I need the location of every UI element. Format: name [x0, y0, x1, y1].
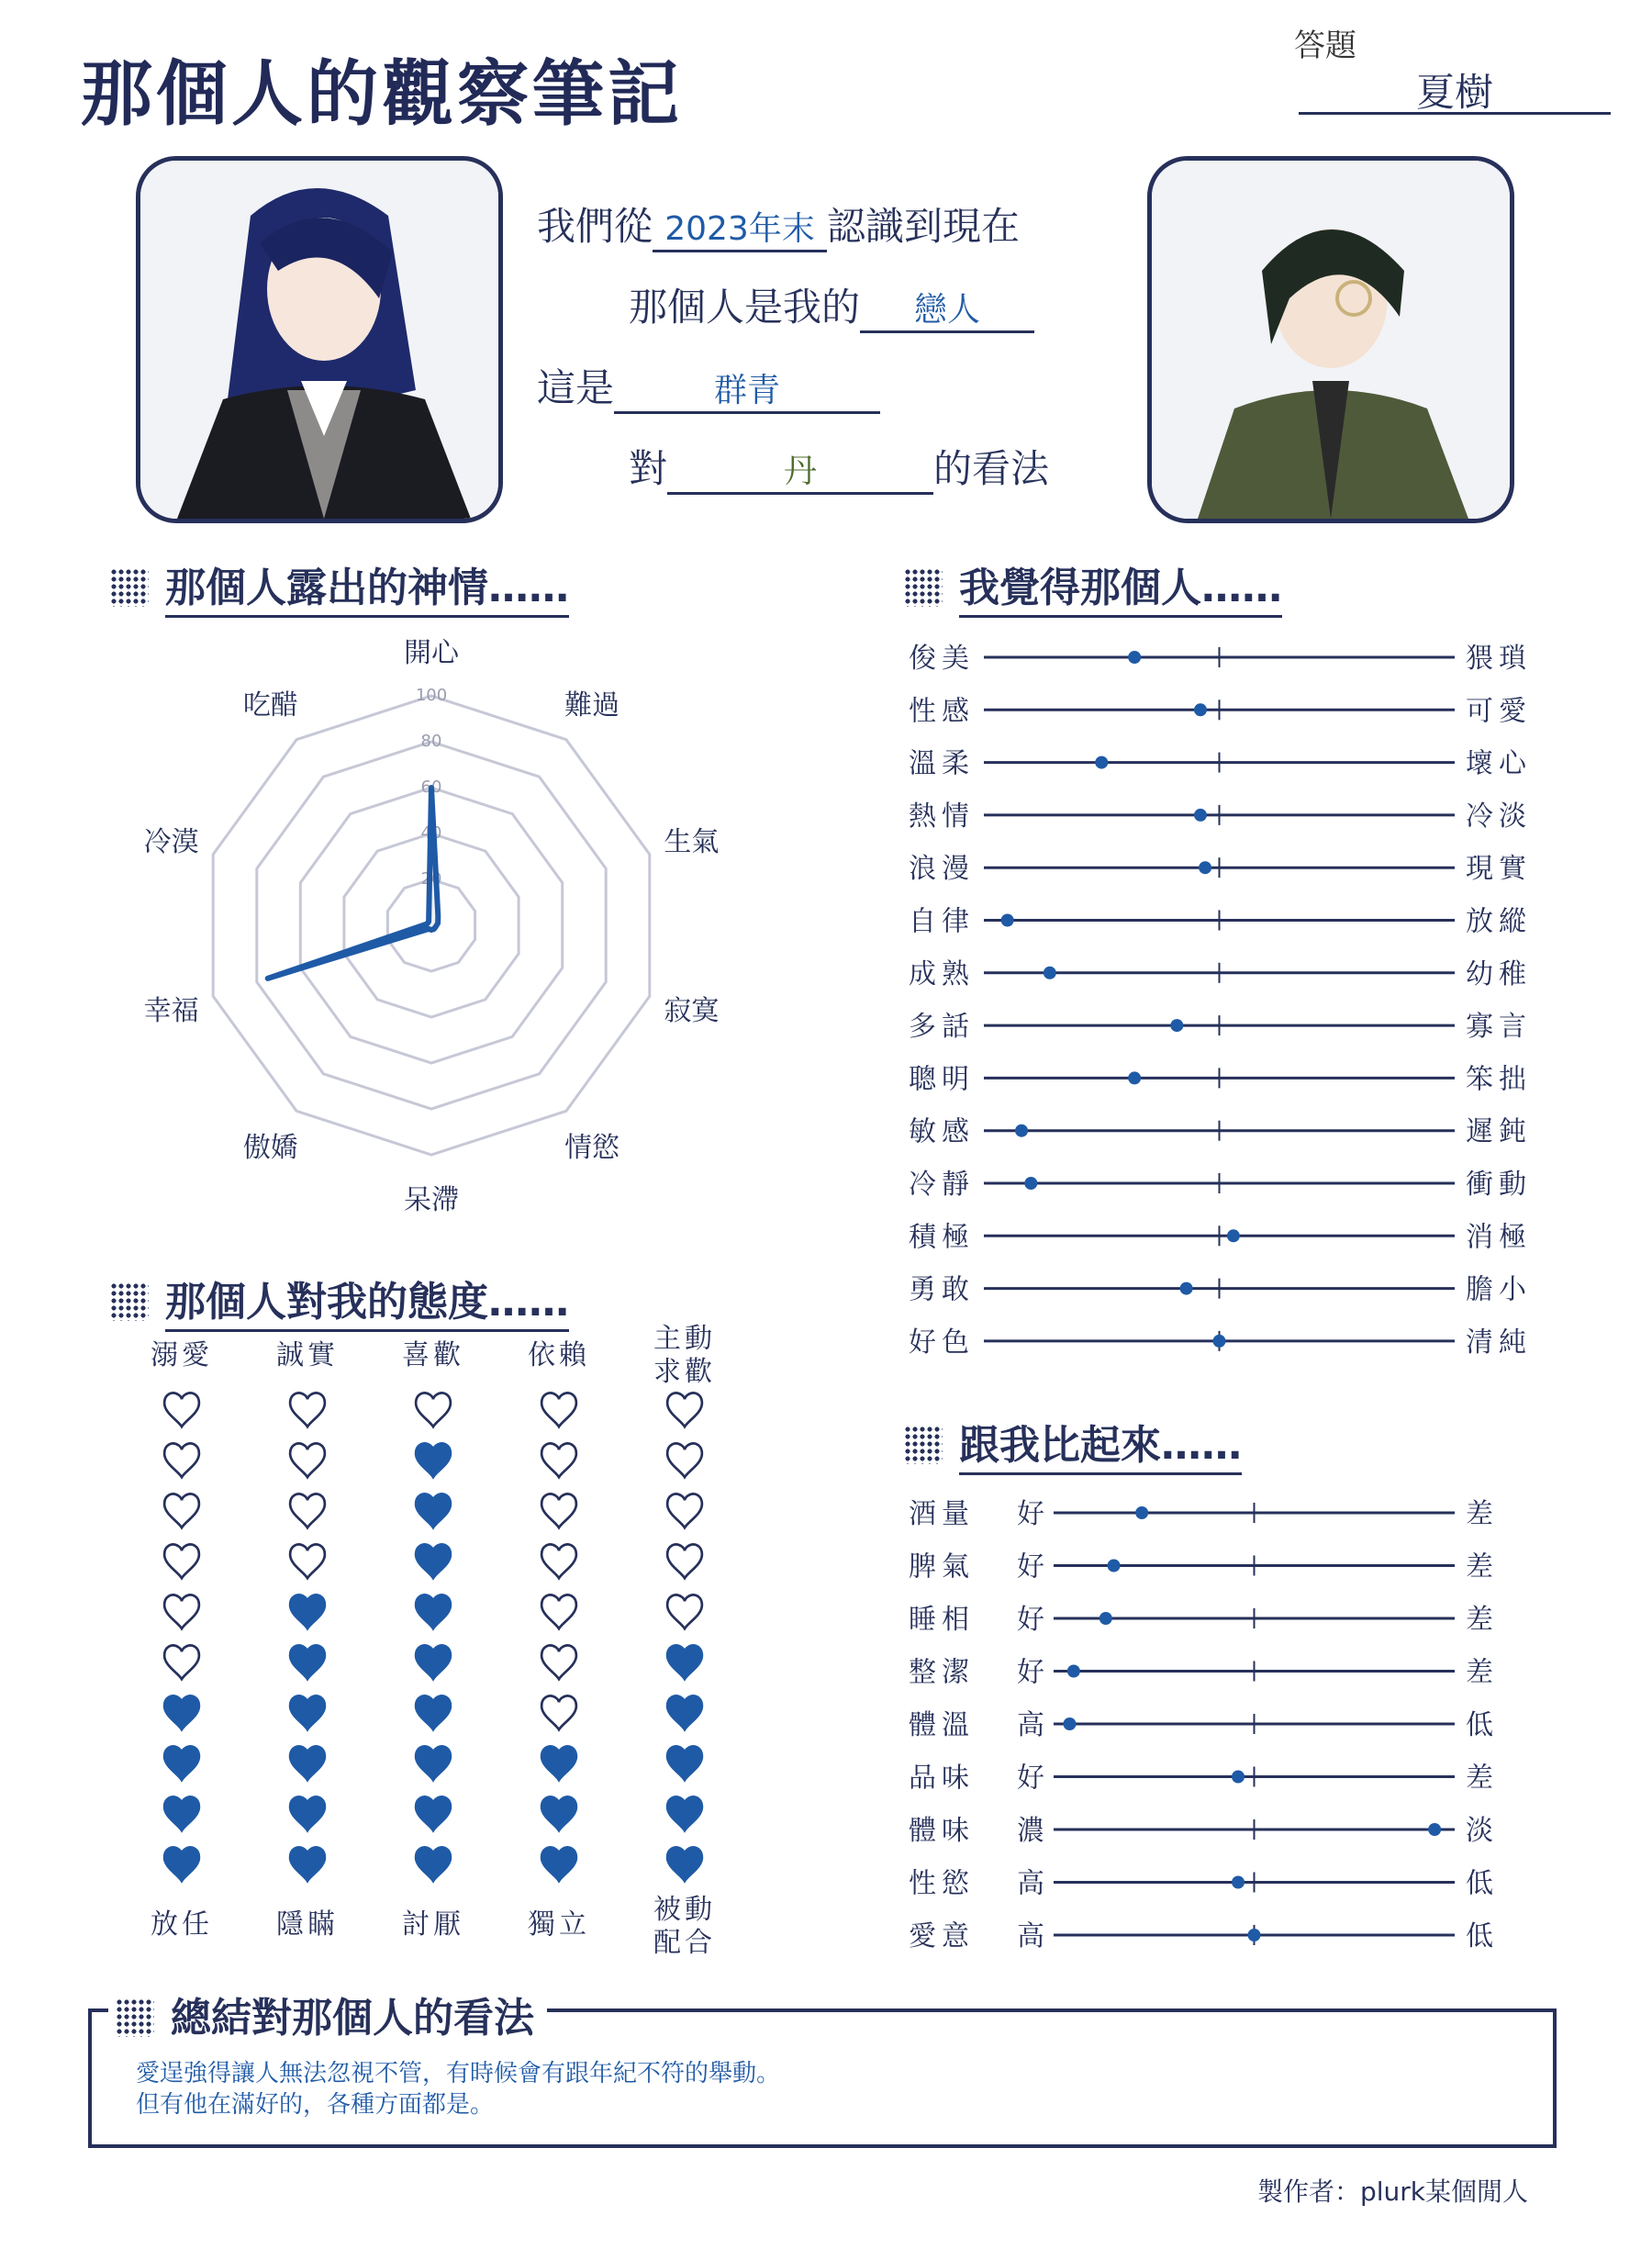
radar-tick-label: 100 [415, 686, 448, 705]
slider-scale-left: 濃 [1017, 1815, 1044, 1847]
slider-right-label: 現實 [1465, 853, 1532, 886]
slider-marker [1199, 861, 1211, 874]
slider-left-label: 敏感 [909, 1115, 975, 1148]
slider-right-label: 淡 [1466, 1815, 1499, 1847]
slider-marker [1232, 1876, 1245, 1889]
heart-filled-icon [541, 1847, 576, 1881]
heart-filled-icon [290, 1847, 325, 1881]
heart-filled-icon [667, 1645, 702, 1679]
radar-axis-label: 冷漠 [143, 825, 199, 858]
slider-left-label: 睡相 [909, 1604, 975, 1636]
intro-line4-suffix: 的看法 [933, 446, 1050, 491]
slider-right-label: 遲鈍 [1465, 1115, 1532, 1148]
slider-left-label: 性感 [909, 695, 975, 728]
radar-tick-label: 40 [420, 823, 442, 843]
heart-filled-icon [667, 1746, 702, 1780]
heart-filled-icon [416, 1695, 451, 1729]
intro-line4-value: 丹 [667, 445, 933, 495]
compare-sliders [909, 1489, 1569, 1966]
slider-left-label: 體味 [909, 1815, 975, 1847]
intro-line-4 [629, 439, 1049, 495]
slider-marker [1095, 756, 1108, 769]
intro-line3-prefix: 這是 [537, 365, 615, 410]
slider-left-label: 脾氣 [909, 1550, 975, 1583]
slider-scale-left: 好 [1017, 1604, 1044, 1636]
dots-icon [116, 1998, 154, 2037]
heart-outline-icon [164, 1544, 199, 1578]
intro-line-1 [537, 196, 1020, 252]
compare-chart [909, 1489, 1569, 1983]
slider-marker [1428, 1823, 1441, 1836]
slider-scale-left: 高 [1017, 1920, 1044, 1952]
heart-filled-icon [667, 1796, 702, 1830]
slider-left-label: 性慾 [909, 1867, 975, 1900]
attitude-bottom-label: 討厭 [402, 1908, 464, 1941]
radar-tick-label: 60 [420, 778, 442, 797]
heart-outline-icon [541, 1594, 576, 1628]
radar-tick-label: 80 [420, 732, 442, 751]
heart-filled-icon [667, 1695, 702, 1729]
slider-marker [1180, 1282, 1193, 1295]
attitude-hearts [128, 1320, 734, 1963]
heart-filled-icon [416, 1796, 451, 1830]
heart-outline-icon [164, 1645, 199, 1679]
heart-filled-icon [290, 1746, 325, 1780]
heart-outline-icon [416, 1393, 451, 1427]
slider-right-label: 放縱 [1465, 905, 1532, 938]
heart-filled-icon [164, 1847, 199, 1881]
attitude-heading [110, 1269, 569, 1327]
dots-icon [904, 1426, 943, 1464]
radar-axis-label: 情慾 [564, 1132, 620, 1165]
heart-outline-icon [290, 1544, 325, 1578]
slider-marker [1024, 1177, 1037, 1190]
summary-heading [108, 1985, 547, 2043]
slider-scale-left: 高 [1017, 1709, 1044, 1741]
slider-marker [1044, 967, 1056, 979]
heart-outline-icon [667, 1494, 702, 1527]
attitude-top-label: 求歡 [653, 1356, 716, 1388]
slider-right-label: 壞心 [1465, 747, 1532, 780]
slider-right-label: 衝動 [1465, 1168, 1532, 1201]
heart-outline-icon [290, 1443, 325, 1477]
attitude-heading-text: 那個人對我的態度…… [165, 1279, 569, 1332]
heart-filled-icon [164, 1746, 199, 1780]
slider-left-label: 冷靜 [909, 1168, 975, 1201]
slider-marker [1001, 913, 1014, 926]
answerer-underline [1299, 112, 1611, 115]
heart-outline-icon [667, 1544, 702, 1578]
heart-filled-icon [416, 1544, 451, 1578]
heart-outline-icon [667, 1393, 702, 1427]
dots-icon [110, 1282, 149, 1321]
summary-line-2: 但有他在滿好的，各種方面都是。 [136, 2091, 495, 2119]
slider-right-label: 差 [1466, 1656, 1499, 1689]
summary-text [136, 2058, 780, 2120]
radar-tick-label: 20 [420, 869, 442, 889]
radar-axis-label: 難過 [564, 688, 620, 722]
radar-axis-label: 吃醋 [242, 688, 298, 722]
intro-line1-prefix: 我們從 [537, 204, 653, 249]
heart-filled-icon [667, 1847, 702, 1881]
attitude-bottom-label: 被動 [653, 1894, 716, 1926]
slider-left-label: 體溫 [909, 1709, 975, 1741]
heart-outline-icon [290, 1494, 325, 1527]
heart-filled-icon [416, 1746, 451, 1780]
traits-chart [909, 633, 1569, 1388]
slider-marker [1194, 703, 1207, 716]
attitude-top-label: 依賴 [528, 1339, 590, 1371]
slider-right-label: 低 [1466, 1920, 1499, 1952]
portrait-left-illustration [140, 161, 498, 519]
heart-outline-icon [541, 1393, 576, 1427]
summary-heading-text: 總結對那個人的看法 [171, 1995, 534, 2042]
intro-line-2 [629, 277, 1034, 333]
heart-outline-icon [541, 1494, 576, 1527]
slider-left-label: 勇敢 [909, 1273, 975, 1306]
heart-outline-icon [164, 1393, 199, 1427]
slider-scale-left: 好 [1017, 1550, 1044, 1583]
radar-axis-label: 幸福 [143, 995, 199, 1028]
slider-scale-left: 好 [1017, 1762, 1044, 1795]
attitude-bottom-label: 隱瞞 [276, 1908, 339, 1941]
expressions-heading [110, 554, 569, 613]
compare-heading-text: 跟我比起來…… [959, 1422, 1242, 1475]
heart-outline-icon [541, 1443, 576, 1477]
slider-right-label: 消極 [1465, 1221, 1532, 1254]
slider-marker [1135, 1506, 1148, 1519]
slider-right-label: 猥瑣 [1465, 642, 1532, 675]
slider-marker [1128, 651, 1141, 664]
slider-marker [1067, 1665, 1080, 1678]
slider-left-label: 成熟 [909, 957, 975, 990]
slider-marker [1227, 1229, 1240, 1242]
slider-scale-left: 好 [1017, 1498, 1044, 1530]
heart-filled-icon [290, 1645, 325, 1679]
heart-filled-icon [164, 1796, 199, 1830]
traits-sliders [909, 633, 1569, 1368]
slider-right-label: 低 [1466, 1867, 1499, 1900]
intro-line1-value: 2023年末 [653, 203, 827, 252]
radar-axis-label: 呆滯 [404, 1184, 459, 1216]
heart-filled-icon [290, 1594, 325, 1628]
slider-marker [1063, 1718, 1076, 1730]
slider-scale-left: 好 [1017, 1656, 1044, 1689]
slider-marker [1108, 1560, 1121, 1572]
radar-axis-label: 開心 [404, 637, 459, 669]
slider-marker [1015, 1124, 1028, 1137]
traits-heading-text: 我覺得那個人…… [959, 565, 1282, 618]
heart-outline-icon [541, 1695, 576, 1729]
heart-outline-icon [541, 1544, 576, 1578]
slider-right-label: 差 [1466, 1550, 1499, 1583]
heart-filled-icon [541, 1796, 576, 1830]
heart-outline-icon [667, 1594, 702, 1628]
slider-left-label: 自律 [909, 905, 975, 938]
intro-line-3 [537, 358, 880, 414]
intro-line4-prefix: 對 [629, 446, 668, 491]
slider-left-label: 整潔 [909, 1656, 975, 1689]
slider-marker [1170, 1019, 1183, 1032]
heart-filled-icon [416, 1494, 451, 1527]
dots-icon [904, 568, 943, 607]
attitude-top-label: 溺愛 [151, 1339, 213, 1371]
radar-axis-label: 寂寞 [664, 995, 720, 1028]
attitude-bottom-label: 放任 [151, 1908, 213, 1941]
footer-credit: 製作者：plurk某個閒人 [1257, 2176, 1529, 2207]
slider-marker [1128, 1071, 1141, 1084]
slider-right-label: 可愛 [1465, 695, 1532, 728]
slider-right-label: 差 [1466, 1604, 1499, 1636]
slider-marker [1232, 1771, 1245, 1784]
heart-outline-icon [541, 1645, 576, 1679]
traits-heading [904, 554, 1282, 613]
portrait-right [1147, 156, 1514, 523]
heart-outline-icon [667, 1443, 702, 1477]
heart-filled-icon [416, 1443, 451, 1477]
intro-line2-prefix: 那個人是我的 [629, 285, 861, 330]
intro-line3-value: 群青 [614, 364, 880, 414]
compare-heading [904, 1412, 1242, 1471]
slider-right-label: 笨拙 [1465, 1063, 1532, 1096]
slider-left-label: 品味 [909, 1762, 975, 1795]
slider-right-label: 清純 [1465, 1326, 1532, 1359]
radar-axis-label: 生氣 [664, 825, 720, 858]
slider-right-label: 低 [1466, 1709, 1499, 1741]
slider-marker [1194, 809, 1207, 822]
slider-left-label: 愛意 [909, 1920, 975, 1952]
slider-right-label: 膽小 [1465, 1273, 1532, 1306]
attitude-top-label: 喜歡 [402, 1339, 464, 1371]
slider-left-label: 俊美 [909, 642, 975, 675]
radar-chart [101, 615, 762, 1221]
slider-left-label: 熱情 [909, 800, 975, 833]
slider-left-label: 多話 [909, 1011, 975, 1044]
heart-filled-icon [290, 1695, 325, 1729]
attitude-bottom-label: 配合 [653, 1927, 716, 1959]
heart-filled-icon [416, 1847, 451, 1881]
slider-right-label: 寡言 [1465, 1011, 1532, 1044]
answerer-name: 夏樹 [1415, 70, 1493, 115]
hearts-grid [128, 1320, 734, 1963]
summary-line-1: 愛逞強得讓人無法忽視不管，有時候會有跟年紀不符的舉動。 [136, 2060, 781, 2087]
slider-left-label: 積極 [909, 1221, 975, 1254]
page-title: 那個人的觀察筆記 [81, 53, 684, 136]
slider-marker [1099, 1612, 1112, 1625]
heart-filled-icon [416, 1645, 451, 1679]
slider-left-label: 酒量 [909, 1498, 975, 1530]
heart-outline-icon [164, 1494, 199, 1527]
heart-filled-icon [416, 1594, 451, 1628]
attitude-top-label: 誠實 [276, 1339, 339, 1371]
heart-outline-icon [164, 1594, 199, 1628]
heart-filled-icon [164, 1695, 199, 1729]
slider-marker [1213, 1335, 1226, 1348]
slider-marker [1248, 1929, 1261, 1941]
portrait-right-illustration [1152, 161, 1510, 519]
slider-left-label: 好色 [909, 1326, 975, 1359]
heart-outline-icon [164, 1443, 199, 1477]
heart-outline-icon [290, 1393, 325, 1427]
intro-line2-value: 戀人 [860, 284, 1034, 333]
dots-icon [110, 568, 149, 607]
portrait-left [136, 156, 503, 523]
slider-right-label: 差 [1466, 1498, 1499, 1530]
expressions-heading-text: 那個人露出的神情…… [165, 565, 569, 618]
attitude-top-label: 主動 [653, 1323, 716, 1355]
slider-left-label: 聰明 [909, 1063, 975, 1096]
slider-right-label: 幼稚 [1465, 957, 1532, 990]
intro-line1-suffix: 認識到現在 [827, 204, 1021, 249]
slider-scale-left: 高 [1017, 1867, 1044, 1900]
answerer-label: 答題 [1294, 28, 1356, 64]
radar-axis-label: 傲嬌 [242, 1132, 298, 1165]
heart-filled-icon [541, 1746, 576, 1780]
attitude-bottom-label: 獨立 [528, 1908, 590, 1941]
slider-left-label: 浪漫 [909, 853, 975, 886]
heart-filled-icon [290, 1796, 325, 1830]
slider-right-label: 冷淡 [1465, 800, 1532, 833]
slider-right-label: 差 [1466, 1762, 1499, 1795]
slider-left-label: 溫柔 [909, 747, 975, 780]
